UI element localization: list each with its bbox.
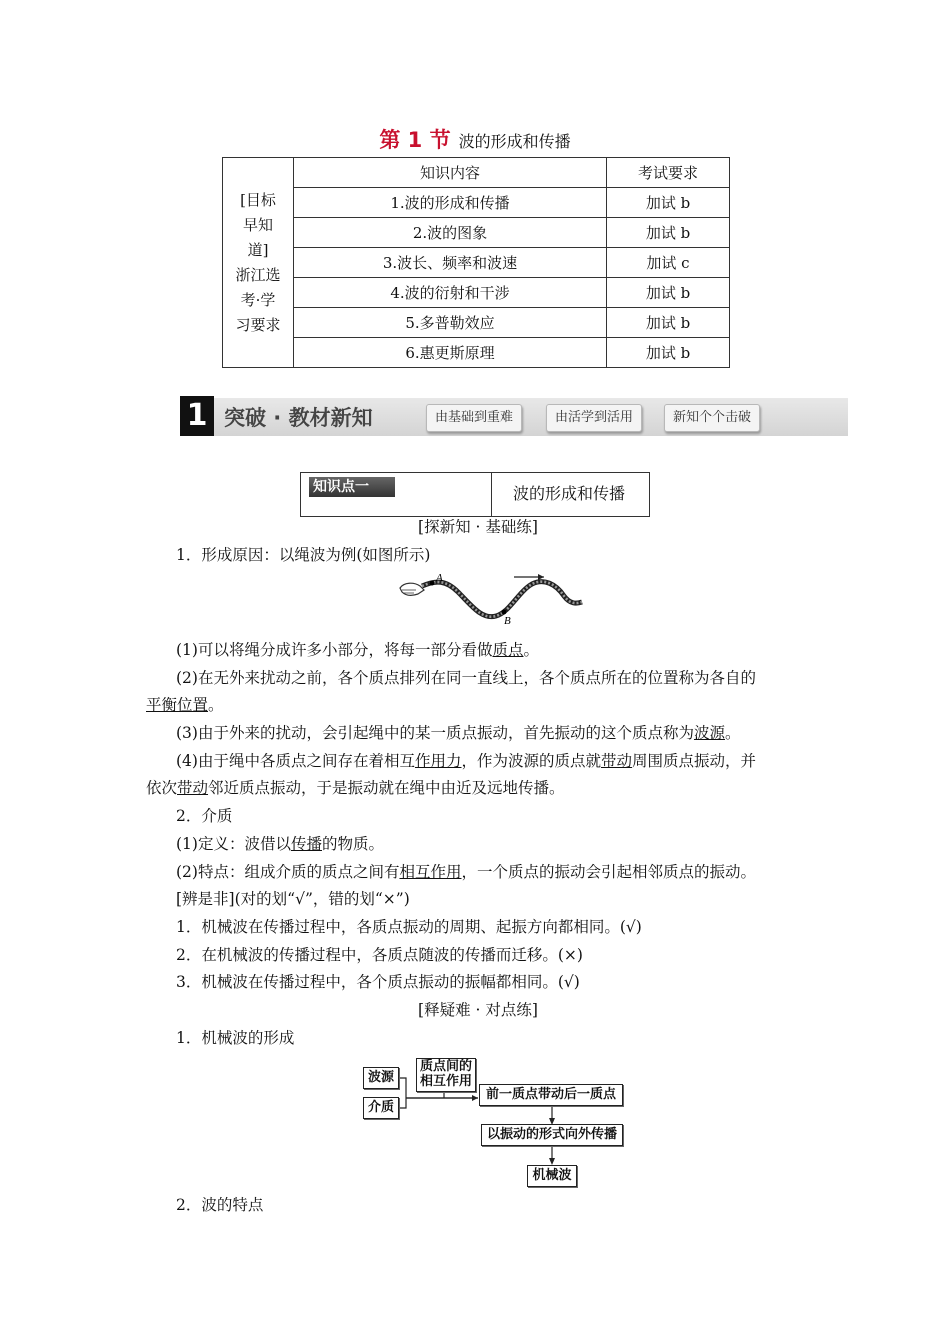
flow-step2-box: 以振动的形式向外传播	[481, 1124, 623, 1146]
banner-pill-master: 新知个个击破	[664, 404, 760, 432]
banner-pill-basic: 由基础到重难	[426, 404, 522, 432]
banner-pill-apply: 由活学到活用	[546, 404, 642, 432]
point-b-dot	[502, 610, 507, 615]
paragraph-line: 2．介质	[176, 807, 233, 825]
subsection-heading-new: [探新知 · 基础练]	[418, 518, 538, 536]
knowledge-point-tag: 知识点一	[309, 477, 395, 497]
paragraph-line: (1)可以将绳分成许多小部分，将每一部分看做质点。	[176, 641, 539, 659]
header-req: 考试要求	[607, 158, 730, 188]
header-content: 知识内容	[294, 158, 607, 188]
banner-title: 突破 · 教材新知	[224, 406, 373, 430]
rope-wave-figure	[396, 570, 586, 626]
paragraph-line: (2)在无外来扰动之前，各个质点排列在同一直线上，各个质点所在的位置称为各自的	[176, 669, 756, 687]
point-a-dot	[430, 581, 435, 586]
paragraph-line: (1)定义：波借以传播的物质。	[176, 835, 384, 853]
arrow-head-icon	[538, 574, 544, 580]
paragraph-line: (2)特点：组成介质的质点之间有相互作用，一个质点的振动会引起相邻质点的振动。	[176, 863, 756, 881]
knowledge-point-topic: 波的形成和传播	[513, 484, 626, 503]
paragraph-line: (4)由于绳中各质点之间存在着相互作用力，作为波源的质点就带动周围质点振动，并	[176, 752, 757, 770]
paragraph-line: 1．机械波的形成	[176, 1029, 295, 1047]
table-header-row	[223, 158, 730, 188]
paragraph-line: (3)由于外来的扰动，会引起绳中的某一质点振动，首先振动的这个质点称为波源。	[176, 724, 741, 742]
point-b-label: B	[504, 615, 511, 626]
paragraph-line: 平衡位置。	[146, 696, 224, 714]
paragraph-line: 3．机械波在传播过程中，各个质点振动的振幅都相同。(√)	[176, 973, 580, 991]
section-subtitle: 波的形成和传播	[458, 132, 571, 151]
paragraph-line: 1．形成原因：以绳波为例(如图所示)	[176, 546, 431, 564]
flow-source-box: 波源	[363, 1067, 399, 1089]
knowledge-point-box	[300, 472, 650, 517]
paragraph-line: 2．波的特点	[176, 1196, 264, 1214]
flow-result-box: 机械波	[527, 1165, 577, 1187]
paragraph-line: 1．机械波在传播过程中，各质点振动的周期、起振方向都相同。(√)	[176, 918, 642, 936]
hand-icon	[400, 583, 424, 595]
banner-badge: 1	[180, 396, 214, 436]
table-row: 2.波的图象 加试 b	[223, 218, 730, 248]
section-title	[0, 124, 950, 154]
section-number: 第 1 节	[379, 128, 451, 152]
table-row: 1.波的形成和传播 加试 b	[223, 188, 730, 218]
table-row: 6.惠更斯原理 加试 b	[223, 338, 730, 368]
flow-connectors	[360, 1055, 630, 1190]
point-a-label: A	[436, 572, 443, 584]
flow-step1-box: 前一质点带动后一质点	[479, 1084, 623, 1106]
table-row: 4.波的衍射和干涉 加试 b	[223, 278, 730, 308]
requirements-table	[222, 157, 730, 368]
paragraph-line: 依次带动邻近质点振动，于是振动就在绳中由近及远地传播。	[146, 779, 565, 797]
knowledge-point-divider	[491, 473, 492, 516]
table-row: 3.波长、频率和波速 加试 c	[223, 248, 730, 278]
flow-medium-box: 介质	[363, 1097, 399, 1119]
table-row: 5.多普勒效应 加试 b	[223, 308, 730, 338]
chapter-banner	[180, 398, 848, 436]
paragraph-line: [辨是非](对的划“√”，错的划“×”)	[176, 890, 410, 908]
subsection-heading-clarify: [释疑难 · 对点练]	[418, 1001, 538, 1019]
goal-cell: [目标 早知 道] 浙江选 考·学 习要求	[223, 158, 294, 368]
paragraph-line: 2．在机械波的传播过程中，各质点随波的传播而迁移。(×)	[176, 946, 583, 964]
flow-interaction-box: 质点间的 相互作用	[416, 1058, 476, 1092]
